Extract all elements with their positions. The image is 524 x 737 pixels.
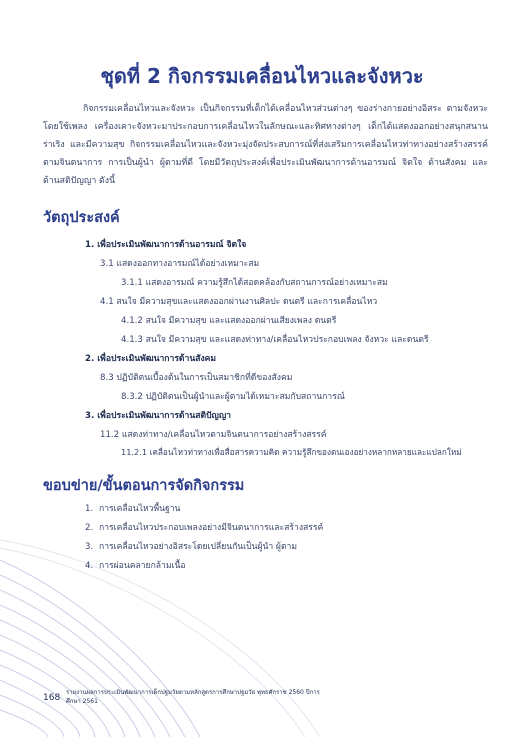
objective-item: 8.3 ปฏิบัติตนเบื้องต้นในการเป็นสมาชิกที่ดีของสังคม — [100, 373, 293, 383]
objective-heading-social: 2. เพื่อประเมินพัฒนาการด้านสังคม — [85, 354, 217, 364]
objective-subitem: 8.3.2 ปฏิบัติตนเป็นผู้นำและผู้ตามได้เหมาะสมกับสถานการณ์ — [121, 392, 345, 402]
list-item: 4. การผ่อนคลายกล้ามเนื้อ — [85, 561, 186, 571]
page-number: 168 — [43, 693, 61, 703]
objective-heading-cognitive: 3. เพื่อประเมินพัฒนาการด้านสติปัญญา — [85, 411, 231, 421]
objective-item: 11.2 แสดงท่าทาง/เคลื่อนไหวตามจินตนาการอย่างสร้างสรรค์ — [100, 430, 327, 440]
list-item: 2. การเคลื่อนไหวประกอบเพลงอย่างมีจินตนาการและสร้างสรรค์ — [85, 523, 324, 533]
footer-text: รายงานผลการประเมินพัฒนาการเด็กปฐมวัยตามหลักสูตรการศึกษาปฐมวัย พุทธศักราช 2560 ปีการศึกษา 2561 — [66, 689, 320, 705]
list-item: 1. การเคลื่อนไหวพื้นฐาน — [85, 504, 181, 514]
objective-subitem: 3.1.1 แสดงอารมณ์ ความรู้สึกได้สอดคล้องกับสถานการณ์อย่างเหมาะสม — [121, 278, 388, 288]
objective-heading-emotional: 1. เพื่อประเมินพัฒนาการด้านอารมณ์ จิตใจ — [85, 240, 247, 250]
objective-item: 3.1 แสดงออกทางอารมณ์ได้อย่างเหมาะสม — [100, 259, 260, 269]
page-title: ชุดที่ 2 กิจกรรมเคลื่อนไหวและจังหวะ — [100, 64, 424, 88]
intro-paragraph: กิจกรรมเคลื่อนไหวและจังหวะ เป็นกิจกรรมที่เด็กได้เคลื่อนไหวส่วนต่างๆ ของร่างกายอย่างอิสระ ตามจังหวะ โดยใช้เพลง เครื่องเคาะจังหวะมาประกอบการเคลื่อนไหวในลักษณะและทิศทางต่างๆ เด็กได้แสดงออกอย่างสนุกสนาน ร่าเริง และมีความสุข กิจกรรมเคลื่อนไหวและจังหวะมุ่งจัดประสบการณ์ที่ส่งเสริมการเคลื่อนไหวท่าทางอย่างสร้างสรรค์ตามจินตนาการ การเป็นผู้นำ ผู้ตามที่ดี โดยมีวัตถุประสงค์เพื่อประเมินพัฒนาการด้านอารมณ์ จิตใจ ด้านสังคม และ ด้านสติปัญญา ดังนี้ — [43, 104, 488, 186]
objective-subitem: 4.1.2 สนใจ มีความสุข และแสดงออกผ่านเสียงเพลง ดนตรี — [121, 316, 337, 326]
objective-subitem: 4.1.3 สนใจ มีความสุข และแสดงท่าทาง/เคลื่อนไหวประกอบเพลง จังหวะ และดนตรี — [121, 335, 429, 345]
list-item: 3. การเคลื่อนไหวอย่างอิสระโดยเปลี่ยนกันเป็นผู้นำ ผู้ตาม — [85, 542, 298, 552]
objective-subitem: 11.2.1 เคลื่อนไหวท่าทางเพื่อสื่อสารความคิด ความรู้สึกของตนเองอย่างหลากหลายและแปลกใหม่ — [121, 447, 462, 457]
steps-heading: ขอบข่าย/ขั้นตอนการจัดกิจกรรม — [43, 478, 245, 494]
objectives-heading: วัตถุประสงค์ — [43, 210, 120, 226]
objective-item: 4.1 สนใจ มีความสุขและแสดงออกผ่านงานศิลปะ ดนตรี และการเคลื่อนไหว — [100, 297, 378, 307]
